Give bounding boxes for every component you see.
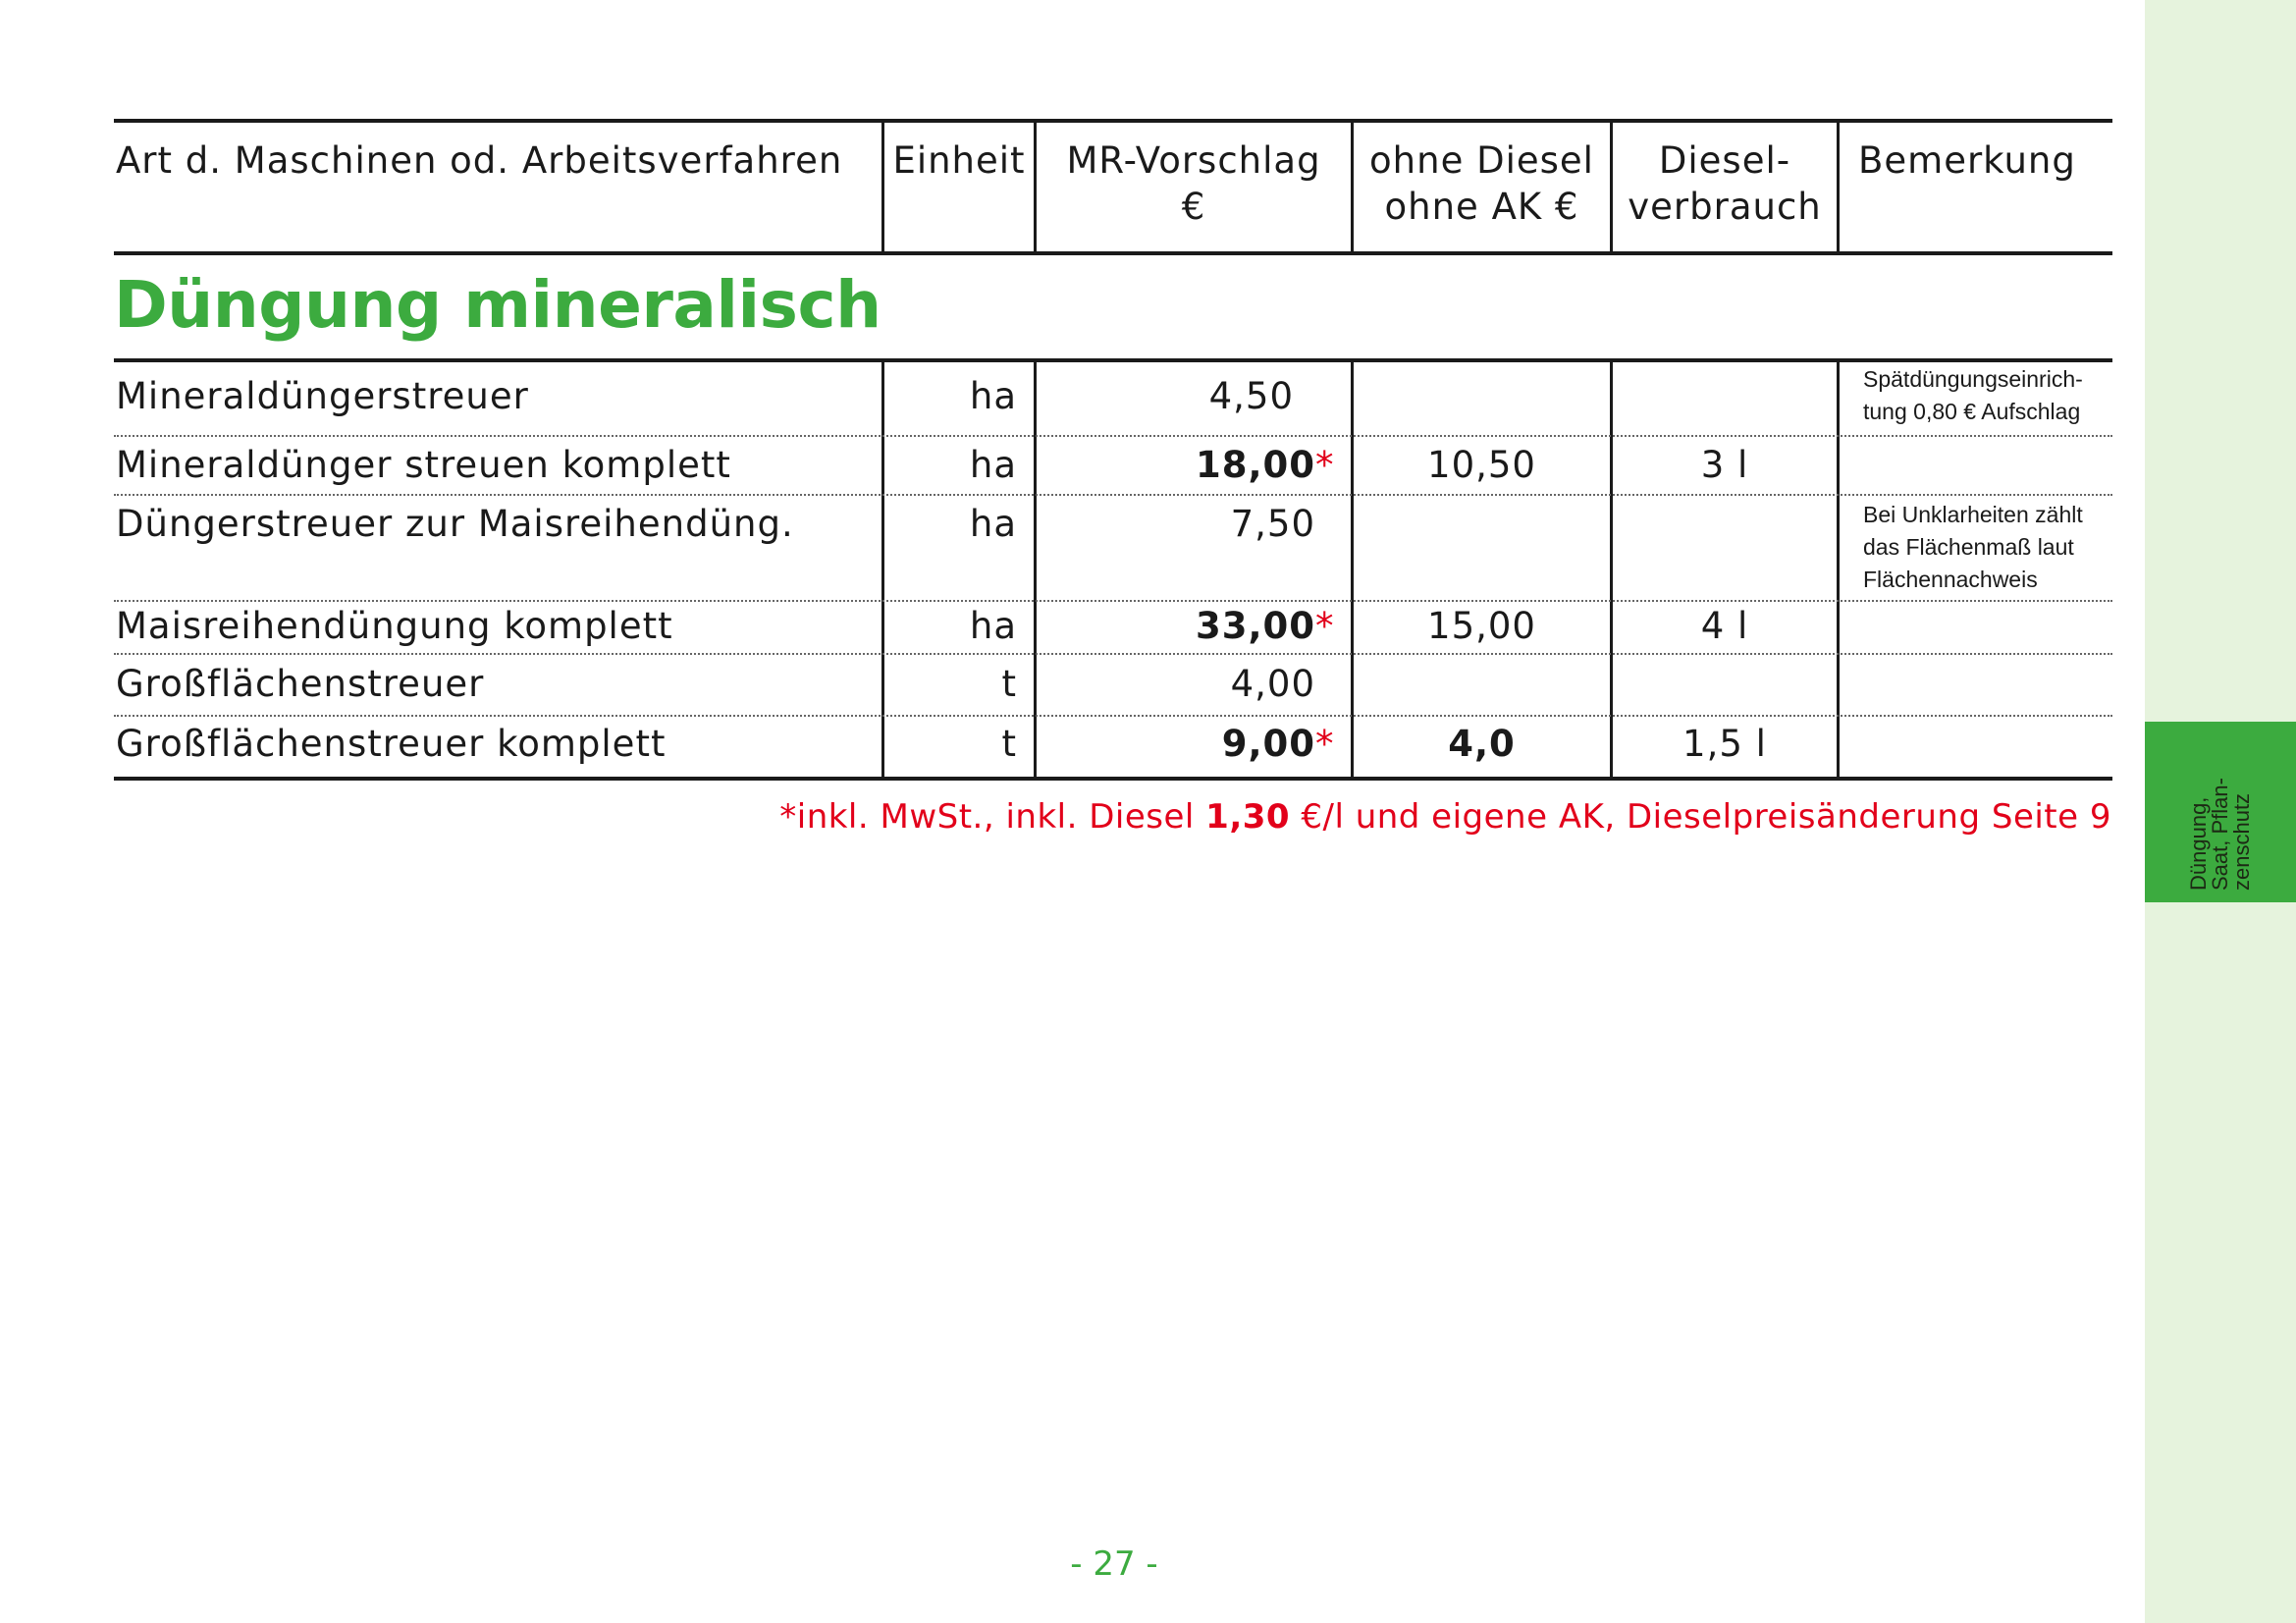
mr-price-value: 7,50 [1230,503,1315,545]
mr-price-value: 9,00 [1221,723,1315,765]
header-col-divider [1837,121,1840,252]
row-separator [114,653,2112,655]
mr-price-value: 33,00 [1195,605,1315,647]
row-separator [114,435,2112,437]
row-name: Maisreihendüngung komplett [116,605,673,647]
section-tab-line: zenschutz [2229,792,2254,891]
header-diesel-consumption: Diesel- verbrauch [1628,139,1822,228]
section-tab[interactable] [2145,722,2296,902]
asterisk: * [1315,444,1335,486]
table-bottom-rule [114,777,2112,781]
row-name: Mineraldüngerstreuer [116,375,529,417]
row-name: Großflächenstreuer [116,663,485,705]
section-tab-line: Saat, Pflan- [2208,778,2232,891]
asterisk: * [1315,723,1335,765]
row-without-diesel: 4,0 [1448,723,1516,765]
row-separator [114,600,2112,602]
row-name: Mineraldünger streuen komplett [116,444,731,486]
row-unit: ha [969,444,1017,486]
row-mr-price [1038,605,1337,648]
section-tab-line: Düngung, [2186,796,2211,891]
row-remark: Spätdüngungseinrich- tung 0,80 € Aufschlag [1863,366,2083,424]
row-name: Düngerstreuer zur Maisreihendüng. [116,503,794,545]
mr-price-value: 18,00 [1195,444,1315,486]
header-col-divider [881,121,884,252]
footnote-text: €/l und eigene AK, Dieselpreisänderung Seite 9 [1290,797,2111,837]
table-top-rule [114,119,2112,123]
row-separator [114,715,2112,717]
footnote [779,797,2111,837]
mr-price-value: 4,00 [1230,663,1315,705]
row-mr-price [1038,444,1337,487]
row-unit: ha [969,503,1017,545]
row-separator [114,494,2112,496]
row-mr-price [1038,663,1337,706]
mr-price-value: 4,50 [1208,375,1294,417]
row-name: Großflächenstreuer komplett [116,723,667,765]
asterisk: * [1315,605,1335,647]
row-diesel: 3 l [1700,444,1749,486]
row-without-diesel: 10,50 [1427,444,1536,486]
section-title: Düngung mineralisch [114,267,881,343]
row-mr-price [1038,375,1315,418]
row-unit: t [1001,723,1017,765]
footnote-diesel-price: 1,30 [1205,797,1291,837]
row-diesel: 4 l [1700,605,1749,647]
header-col-divider [1610,121,1613,252]
header-col-divider [1034,121,1037,252]
header-mr-proposal: MR-Vorschlag € [1066,139,1321,228]
row-mr-price [1038,503,1337,546]
row-unit: ha [969,605,1017,647]
row-without-diesel: 15,00 [1427,605,1536,647]
header-bottom-rule [114,251,2112,255]
row-unit: ha [969,375,1017,417]
header-without-diesel: ohne Diesel ohne AK € [1369,139,1594,228]
header-machine-type: Art d. Maschinen od. Arbeitsverfahren [116,139,843,182]
footnote-text: *inkl. MwSt., inkl. Diesel [779,797,1206,837]
row-mr-price [1038,723,1337,766]
row-diesel: 1,5 l [1682,723,1767,765]
row-remark: Bei Unklarheiten zählt das Flächenmaß laut Flächennachweis [1863,502,2083,592]
header-remark: Bemerkung [1858,139,2076,182]
header-unit: Einheit [892,139,1026,182]
row-unit: t [1001,663,1017,705]
section-top-rule [114,358,2112,362]
header-col-divider [1351,121,1354,252]
page-number: - 27 - [1070,1544,1158,1584]
